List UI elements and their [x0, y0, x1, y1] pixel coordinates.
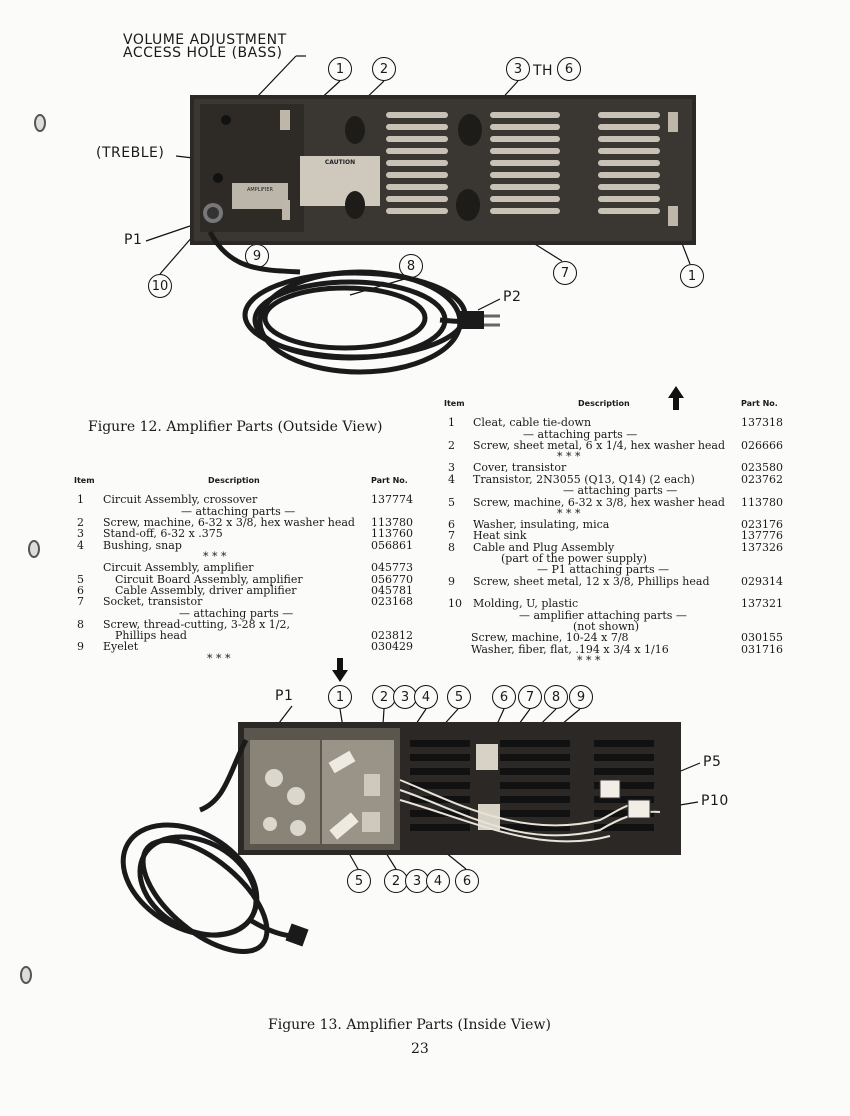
row-part-number: 031716 [741, 643, 783, 656]
row-description: — attaching parts — [563, 484, 678, 497]
row-item-number: 3 [448, 461, 455, 474]
row-description: — attaching parts — [523, 428, 638, 441]
row-description: Cover, transistor [473, 461, 567, 474]
row-description: Cable Assembly, driver amplifier [115, 584, 297, 597]
p2-label: P2 [503, 289, 522, 305]
callout-1: 1 [328, 685, 352, 709]
row-item-number: 2 [77, 516, 84, 529]
row-item-number: 4 [448, 473, 455, 486]
p10-label: P10 [701, 793, 729, 809]
row-item-number: 9 [77, 640, 84, 653]
punch-hole [28, 540, 40, 558]
callout-4: 4 [414, 685, 438, 709]
row-part-number: 045781 [371, 584, 413, 597]
figure-12-drawing [0, 0, 850, 400]
page-number: 23 [411, 1041, 429, 1057]
row-description: — P1 attaching parts — [537, 563, 670, 576]
row-description: Washer, insulating, mica [473, 518, 610, 531]
treble-label: (TREBLE) [96, 145, 165, 161]
callout-7: 7 [518, 685, 542, 709]
row-description: Eyelet [103, 640, 139, 653]
row-description: — amplifier attaching parts — [519, 609, 687, 622]
row-part-number: 137776 [741, 529, 783, 542]
row-item-number: 6 [77, 584, 84, 597]
up-arrow-icon [668, 386, 684, 410]
callout-10: 10 [148, 274, 172, 298]
row-item-number: 3 [77, 527, 84, 540]
figure-13-drawing [0, 700, 850, 990]
row-description: Washer, fiber, flat, .194 x 3/4 x 1/16 [471, 643, 669, 656]
row-part-number: 113780 [371, 516, 413, 529]
header-item: Item [444, 399, 465, 408]
row-item-number: 5 [448, 496, 455, 509]
row-item-number: 7 [77, 595, 84, 608]
row-description: Screw, sheet metal, 12 x 3/8, Phillips head [473, 575, 710, 588]
amplifier-plate: AMPLIFIER [247, 187, 273, 193]
volume-label: VOLUME ADJUSTMENT [123, 32, 287, 48]
callout-6: 6 [492, 685, 516, 709]
row-description: Screw, machine, 10-24 x 7/8 [471, 631, 629, 644]
row-description: Circuit Assembly, amplifier [103, 561, 254, 574]
row-description: Screw, thread-cutting, 3-28 x 1/2, [103, 618, 290, 631]
row-part-number: 137326 [741, 541, 783, 554]
row-part-number: 113760 [371, 527, 413, 540]
row-part-number: 030155 [741, 631, 783, 644]
row-item-number: 10 [448, 597, 462, 610]
callout-4-bottom: 4 [426, 869, 450, 893]
callout-2: 2 [372, 685, 396, 709]
callout-1-right: 1 [680, 264, 704, 288]
row-description: Molding, U, plastic [473, 597, 579, 610]
row-description: (part of the power supply) [501, 552, 647, 565]
row-description: * * * [557, 507, 581, 520]
row-item-number: 5 [77, 573, 84, 586]
callout-3: 3 [393, 685, 417, 709]
row-description: Circuit Assembly, crossover [103, 493, 258, 506]
th-label: TH [533, 63, 554, 79]
row-item-number: 1 [77, 493, 84, 506]
row-part-number: 137318 [741, 416, 783, 429]
row-item-number: 6 [448, 518, 455, 531]
callout-1: 1 [328, 57, 352, 81]
row-item-number: 2 [448, 439, 455, 452]
row-description: Screw, sheet metal, 6 x 1/4, hex washer head [473, 439, 726, 452]
row-description: * * * [557, 450, 581, 463]
row-part-number: 045773 [371, 561, 413, 574]
header-part-no: Part No. [371, 476, 408, 485]
header-description: Description [578, 399, 630, 408]
header-part-no: Part No. [741, 399, 778, 408]
row-item-number: 8 [448, 541, 455, 554]
row-part-number: 029314 [741, 575, 783, 588]
callout-6-bottom: 6 [455, 869, 479, 893]
header-item: Item [74, 476, 95, 485]
callout-2: 2 [372, 57, 396, 81]
row-part-number: 030429 [371, 640, 413, 653]
row-description: Socket, transistor [103, 595, 203, 608]
row-description: Screw, machine, 6-32 x 3/8, hex washer head [473, 496, 725, 509]
row-description: Bushing, snap [103, 539, 182, 552]
row-part-number: 023762 [741, 473, 783, 486]
row-description: — attaching parts — [179, 607, 294, 620]
callout-5: 5 [447, 685, 471, 709]
row-description: Phillips head [115, 629, 187, 642]
row-part-number: 056861 [371, 539, 413, 552]
row-description: Stand-off, 6-32 x .375 [103, 527, 223, 540]
down-arrow-icon [332, 658, 348, 682]
row-description: Cable and Plug Assembly [473, 541, 615, 554]
row-part-number: 113780 [741, 496, 783, 509]
callout-2-bottom: 2 [384, 869, 408, 893]
p1-label: P1 [275, 688, 294, 704]
row-description: Screw, machine, 6-32 x 3/8, hex washer head [103, 516, 355, 529]
row-part-number: 056770 [371, 573, 413, 586]
row-part-number: 023812 [371, 629, 413, 642]
row-item-number: 7 [448, 529, 455, 542]
row-item-number: 1 [448, 416, 455, 429]
row-description: Transistor, 2N3055 (Q13, Q14) (2 each) [473, 473, 695, 486]
figure-13-caption: Figure 13. Amplifier Parts (Inside View) [268, 1017, 551, 1033]
callout-8: 8 [544, 685, 568, 709]
header-description: Description [208, 476, 260, 485]
p1-label: P1 [124, 232, 143, 248]
row-description: (not shown) [573, 620, 640, 633]
row-part-number: 137774 [371, 493, 413, 506]
row-part-number: 023168 [371, 595, 413, 608]
row-description: Heat sink [473, 529, 527, 542]
callout-5-bottom: 5 [347, 869, 371, 893]
row-description: * * * [207, 652, 231, 665]
callout-3-bottom: 3 [405, 869, 429, 893]
row-description: * * * [203, 550, 227, 563]
row-item-number: 8 [77, 618, 84, 631]
caution-title: CAUTION [324, 159, 356, 166]
callout-3: 3 [506, 57, 530, 81]
row-item-number: 4 [77, 539, 84, 552]
callout-9: 9 [569, 685, 593, 709]
row-description: * * * [577, 654, 601, 667]
row-description: Cleat, cable tie-down [473, 416, 592, 429]
callout-7: 7 [553, 261, 577, 285]
row-item-number: 9 [448, 575, 455, 588]
row-description: Circuit Board Assembly, amplifier [115, 573, 303, 586]
callout-8: 8 [399, 254, 423, 278]
row-part-number: 023580 [741, 461, 783, 474]
callout-9: 9 [245, 244, 269, 268]
row-part-number: 023176 [741, 518, 783, 531]
callout-6: 6 [557, 57, 581, 81]
row-part-number: 026666 [741, 439, 783, 452]
row-description: — attaching parts — [181, 505, 296, 518]
figure-12-caption: Figure 12. Amplifier Parts (Outside View) [88, 419, 383, 435]
row-part-number: 137321 [741, 597, 783, 610]
access-hole-label: ACCESS HOLE (BASS) [123, 45, 283, 61]
p5-label: P5 [703, 754, 722, 770]
